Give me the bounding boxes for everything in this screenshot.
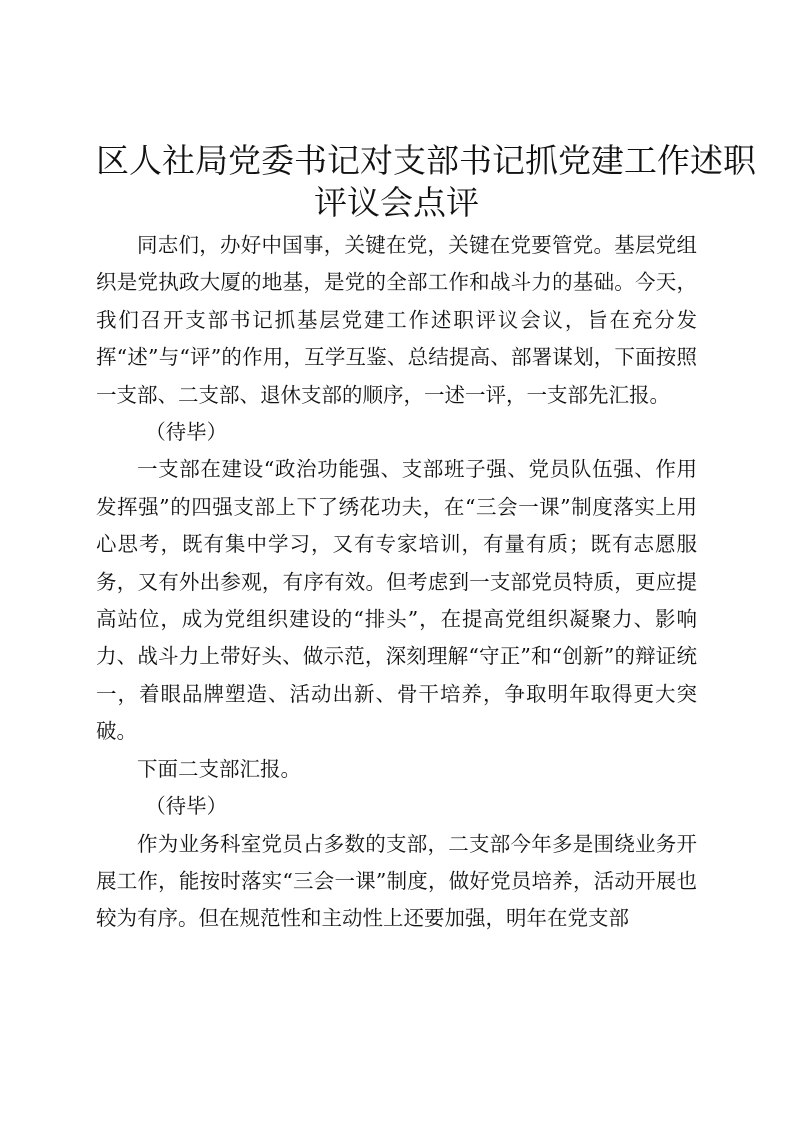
title-line-1: 区人社局党委书记对支部书记抓党建工作述职: [96, 141, 756, 180]
paragraph-branch-two-review: 作为业务科室党员占多数的支部，二支部今年多是围绕业务开展工作，能按时落实“三会一课”制度，做好党员培养，活动开展也较为有序。但在规范性和主动性上还要加强，明年在党支部: [96, 831, 697, 931]
document-title: [96, 140, 756, 224]
paragraph-branch-one-review: 一支部在建设“政治功能强、支部班子强、党员队伍强、作用发挥强”的四强支部上下了绣花功夫，在“三会一课”制度落实上用心思考，既有集中学习，又有专家培训，有量有质；既有志愿服务，又有外出参观，有序有效。但考虑到一支部党员特质，更应提高站位，成为党组织建设的“排头”，在提高党组织凝聚力、影响力、战斗力上带好头、做示范，深刻理解“守正”和“创新”的辩证统一，着眼品牌塑造、活动出新、骨干培养，争取明年取得更大突破。: [96, 457, 697, 744]
paragraph-opening: 同志们，办好中国事，关键在党，关键在党要管党。基层党组织是党执政大厦的地基，是党的全部工作和战斗力的基础。今天，我们召开支部书记抓基层党建工作述职评议会议，旨在充分发挥“述”与“评”的作用，互学互鉴、总结提高、部署谋划，下面按照一支部、二支部、退休支部的顺序，一述一评，一支部先汇报。: [96, 233, 697, 407]
paragraph-branch-two-intro: 下面二支部汇报。: [137, 756, 301, 781]
document-body: [96, 227, 697, 938]
paragraph-pending-note: （待毕）: [145, 794, 228, 819]
title-line-2: 评议会点评: [314, 183, 479, 222]
paragraph-pending-note: （待毕）: [145, 420, 228, 445]
